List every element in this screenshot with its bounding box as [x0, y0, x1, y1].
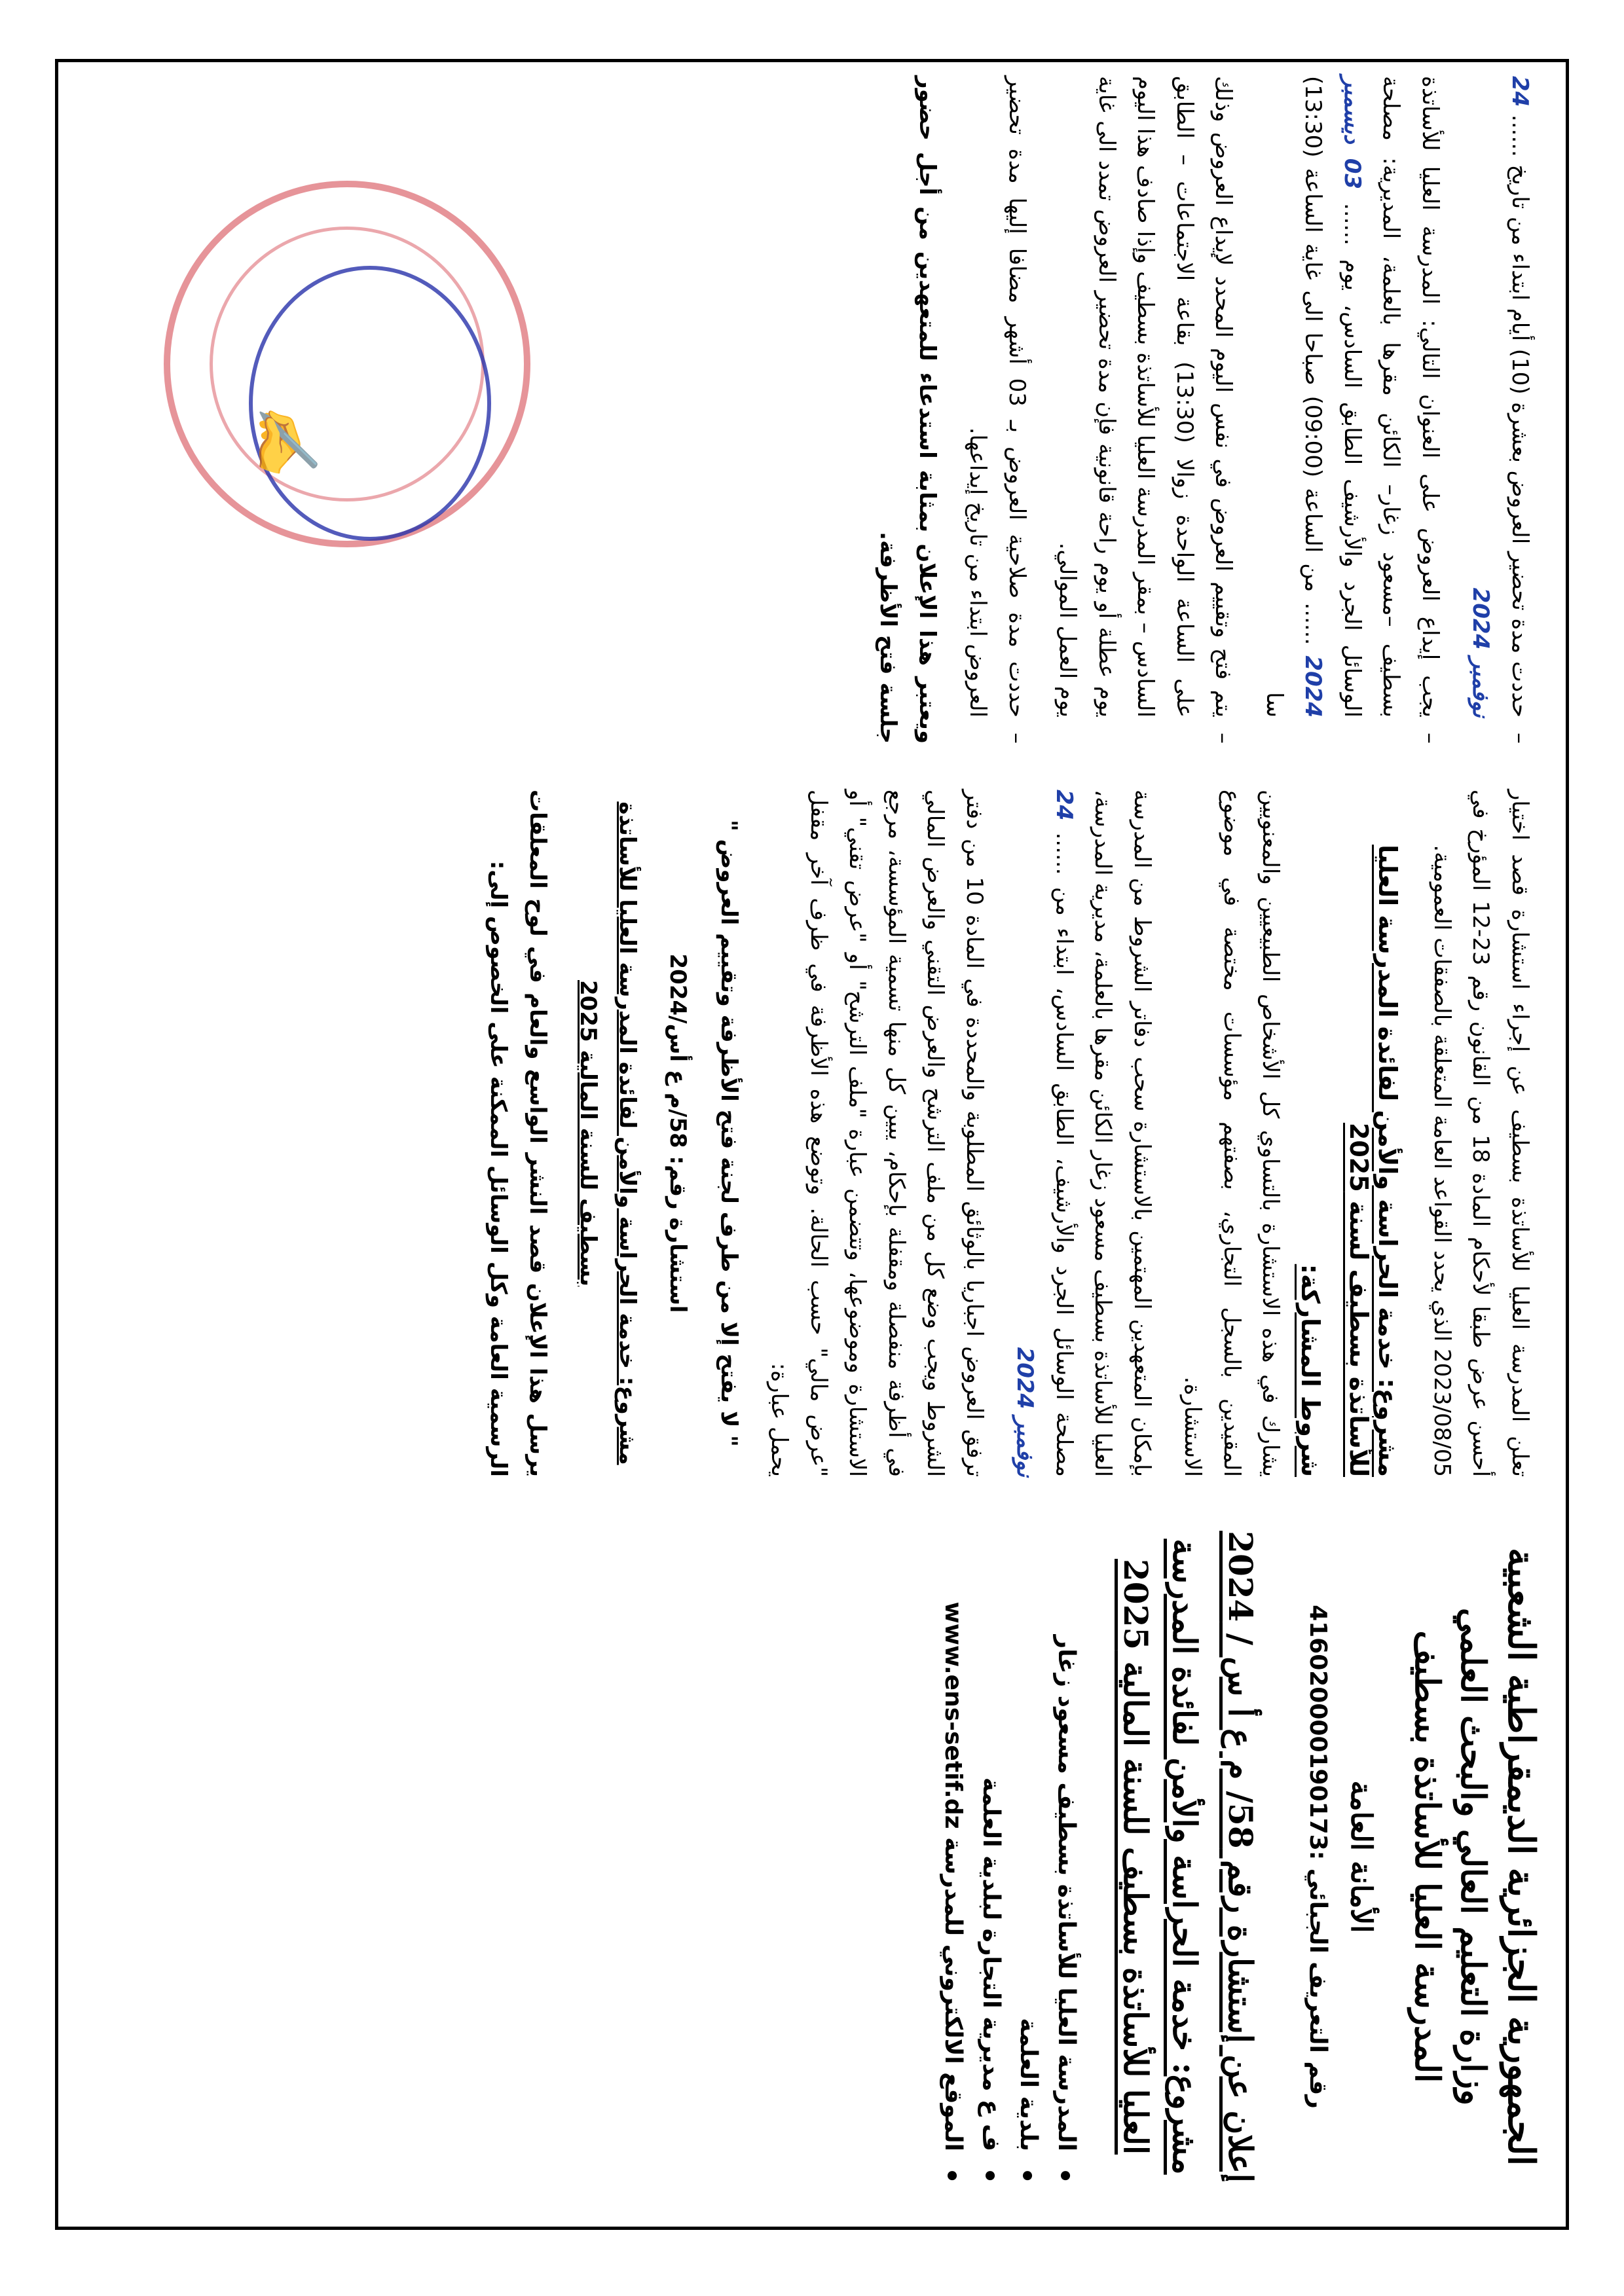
- contact-school: • المدرسة العليا للأساتذة بسطيف مسعود زغار: [1047, 1516, 1085, 2184]
- secretariat-title: الأمانة العامة: [1344, 1780, 1378, 1933]
- announcement-line1: إعلان عن إستشارة رقم 58/ م ع أ س / 2024: [1221, 1531, 1261, 2183]
- offers-paragraph: ترفق العروض اجباريا بالوثائق المطلوبة والمحددة في المادة 10 من دفتر الشروط ويجب وضع كل من ملف الترشح والعرض التقني والعرض المالي في أظرفة منفصلة ومقفلة بإحكام، يبين كل منها تسمية المؤسسة، مرجع الاستشارة وموضوعها، وتتضمن عبارة "ملف الترشح" أو "عرض تقني" أو "عرض مالي" حسب الحالة. وتوضع هذه الأظرفة في ظرف آخر مقفل يحمل عبارة:: [766, 790, 987, 1477]
- withdraw-paragraph: بإمكان المتعهدين المهتمين بالاستشارة سحب دفاتر الشروط من المدرسة العليا للأساتذة بسطيف مسعود زغار الكائن مقرها بالعلمة، مديرية المدرسة، مصلحة الوسائل الجرد والأرشيف، الطابق السادس، ابتداء من ...... 24 نوفمبر 2024: [1012, 790, 1155, 1477]
- conditions-paragraph: يشارك في هذه الاستشارة بالتساوي كل الأشخاص الطبيعيين والمعنويين المقيدين بالسجل التجاري، بصفتهم مؤسسات مختصة في موضوع الاستشارة.: [1179, 790, 1284, 1477]
- deadline-validity: – حددت مدة صلاحية العروض بـ 03 أشهر مضافا إليها مدة تحضير العروض ابتداء من تاريخ إيداعها.: [958, 76, 1036, 744]
- body-column: [59, 770, 1565, 1497]
- deposit-date-handwritten: 03 ديسمبر 2024: [1300, 76, 1365, 718]
- prep-date-handwritten: 24 نوفمبر 2024: [1467, 76, 1533, 718]
- conditions-title: شروط المشاركة:: [1296, 1264, 1325, 1477]
- ministry-title: وزارة التعليم العالي والبحث العلمي: [1453, 1607, 1494, 2106]
- republic-title: الجمهورية الجزائرية الديمقراطية الشعبية: [1500, 1547, 1543, 2166]
- deadline-opening: – يتم فتح وتقييم العروض في نفس اليوم المحدد لإيداع العروض وذلك على الساعة الواحدة زوالا (13:30) بقاعة الاجتماعات – الطابق السادس – بمقر المدرسة العليا للأساتذة بسطيف وإذا صادف هذا اليوم يوم عطلة أو يوم راحة قانونية فإن مدة تحضير العروض تمدد الى غاية يوم العمل الموالي.: [1048, 76, 1243, 744]
- convocation-note: ويعتبر هذا الإعلان بمثابة استدعاء للمتعهدين من أجل حضور جلسة فتح الأظرفة.: [875, 76, 940, 744]
- header-column: [59, 1497, 1565, 2223]
- tax-id: رقم التعريف الجبائي :416020000190173: [1304, 1605, 1332, 2109]
- deadline-deposit: – يجب إيداع العروض على العنوان التالي: المدرسة العليا للأساتذة بسطيف –مسعود زغار– الكائن مقرها بالعلمة، المديرية: مصلحة الوسائل الجرد والأرشيف الطابق السادس، يوم ...... 03 ديسمبر 2024 ...... من الساعة (09:00) صباحا الى غاية الساعة (13:30) سا: [1255, 76, 1450, 744]
- document-rotated-content: [59, 63, 1565, 2223]
- contact-website: • الموقع الالكتروني للمدرسة www.ens-setif.dz: [934, 1516, 972, 2184]
- withdraw-date-handwritten: 24 نوفمبر 2024: [1012, 790, 1077, 1477]
- project-heading: مشروع: خدمة الحراسة والأمن لفائدة المدرسة العليا للأساتذة بسطيف لسنة 2025: [1344, 845, 1403, 1477]
- signature: ✍: [252, 403, 321, 477]
- envelope-project: مشروع: خدمة الحراسة والأمن لفائدة المدرسة العليا للأساتذة بسطيف للسنة المالية 2025: [575, 801, 640, 1465]
- school-title: المدرسة العليا للأساتذة بسطيف: [1407, 1630, 1448, 2083]
- deadline-preparation: – حددت مدة تحضير العروض بعشرة (10) أيام ابتداء من تاريخ ...... 24 نوفمبر 2024: [1461, 76, 1539, 744]
- contact-city: • بلدية العلمة: [1010, 1516, 1048, 2184]
- envelope-note: " لا يفتح إلا من طرف لجنة فتح الأظرفة وتقييم العروض ": [716, 820, 742, 1447]
- announcement-line2: مشروع: خدمة الحراسة والأمن لفائدة المدرسة العليا للأساتذة بسطيف للسنة المالية 2025: [1116, 1539, 1205, 2175]
- contact-trade: • ف ع مديرية التجارة لبلدية العلمة: [972, 1516, 1010, 2184]
- publish-paragraph: يرسل هذا الإعلان قصد النشر الواسع والعام في لوح المعلقات الرسمية العامة وكل الوسائل الممكنة على الخصوص إلى:: [485, 790, 551, 1477]
- envelope-reference: استشارة رقم: 58/م ع أس/2024: [665, 953, 692, 1313]
- contact-list: [934, 1516, 1085, 2197]
- intro-paragraph: تعلن المدرسة العليا للأساتذة بسطيف عن إجراء استشارة قصد اختيار أحسن عرض طبقا لأحكام المادة 18 من القانون رقم 23-12 المؤرخ في 2023/08/05 الذي يحدد القواعد العامة المتعلقة بالصفقات العمومية.: [1429, 790, 1533, 1477]
